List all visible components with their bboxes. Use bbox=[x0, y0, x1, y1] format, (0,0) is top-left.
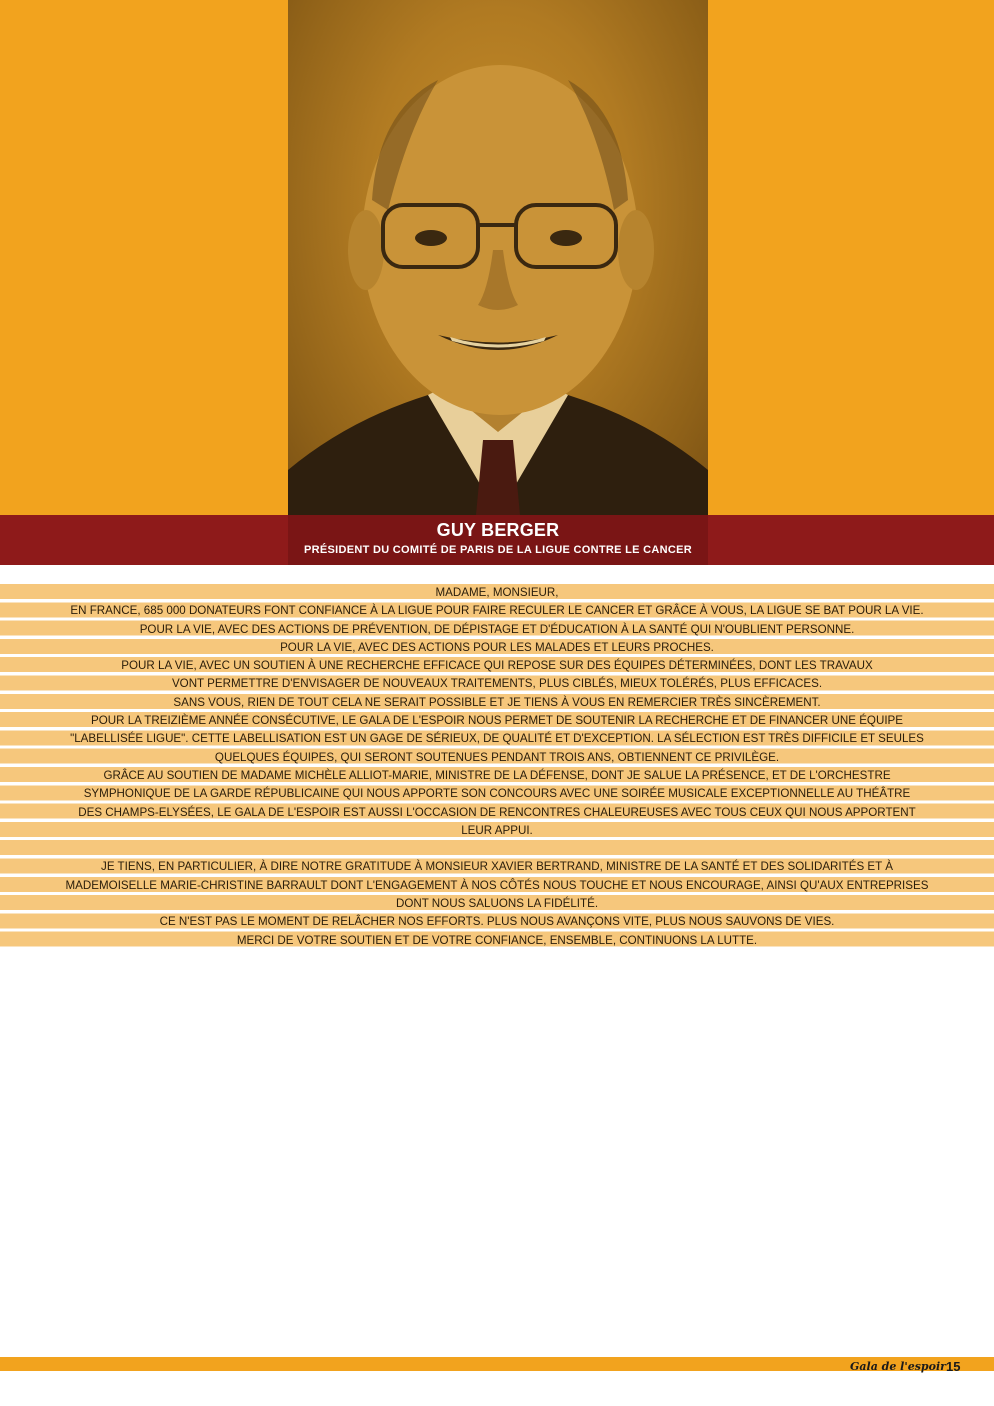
letter-spacer bbox=[0, 840, 994, 858]
letter-line: SYMPHONIQUE DE LA GARDE RÉPUBLICAINE QUI NOUS APPORTE SON CONCOURS AVEC UNE SOIRÉE MUSICALE EXCEPTIONNELLE AU THÉÂTRE bbox=[83, 787, 911, 801]
letter-line: MADEMOISELLE MARIE-CHRISTINE BARRAULT DONT L'ENGAGEMENT À NOS CÔTÉS NOUS TOUCHE ET NOUS ENCOURAGE, AINSI QU'AUX ENTREPRISES bbox=[65, 878, 929, 892]
footer-rule bbox=[0, 1357, 994, 1371]
letter-line: POUR LA VIE, AVEC DES ACTIONS POUR LES MALADES ET LEURS PROCHES. bbox=[280, 640, 714, 654]
person-role: PRÉSIDENT DU COMITÉ DE PARIS DE LA LIGUE CONTRE LE CANCER bbox=[303, 544, 693, 556]
gala-logo: Gala de l'espoir bbox=[850, 1360, 946, 1373]
letter-line: GRÂCE AU SOUTIEN DE MADAME MICHÈLE ALLIOT-MARIE, MINISTRE DE LA DÉFENSE, DONT JE SALUE LA PRÉSENCE, ET DE L'ORCHESTRE bbox=[103, 768, 891, 782]
letter-line: DONT NOUS SALUONS LA FIDÉLITÉ. bbox=[395, 897, 599, 911]
letter-line: "LABELLISÉE LIGUE". CETTE LABELLISATION EST UN GAGE DE SÉRIEUX, DE QUALITÉ ET D'EXCEPTION. LA SÉLECTION EST TRÈS DIFFICILE ET SEULES bbox=[70, 732, 924, 746]
letter-line: CE N'EST PAS LE MOMENT DE RELÂCHER NOS EFFORTS. PLUS NOUS AVANÇONS VITE, PLUS NOUS SAUVONS DE VIES. bbox=[159, 915, 835, 929]
portrait-illustration bbox=[288, 0, 708, 515]
letter-line: JE TIENS, EN PARTICULIER, À DIRE NOTRE GRATITUDE À MONSIEUR XAVIER BERTRAND, MINISTRE DE LA SANTÉ ET DES SOLIDARITÉS ET À bbox=[101, 860, 893, 874]
letter-line: POUR LA VIE, AVEC UN SOUTIEN À UNE RECHERCHE EFFICACE QUI REPOSE SUR DES ÉQUIPES DÉTERMINÉES, DONT LES TRAVAUX bbox=[121, 659, 873, 673]
letter-line: SANS VOUS, RIEN DE TOUT CELA NE SERAIT POSSIBLE ET JE TIENS À VOUS EN REMERCIER TRÈS SINCÈREMENT. bbox=[173, 695, 821, 709]
letter-line: EN FRANCE, 685 000 DONATEURS FONT CONFIANCE À LA LIGUE POUR FAIRE RECULER LE CANCER ET GRÂCE À VOUS, LA LIGUE SE BAT POUR LA VIE. bbox=[70, 604, 924, 618]
page-number: 15 bbox=[946, 1359, 961, 1374]
letter-line: DES CHAMPS-ELYSÉES, LE GALA DE L'ESPOIR EST AUSSI L'OCCASION DE RENCONTRES CHALEUREUSES AVEC TOUS CEUX QUI NOUS APPORTENT bbox=[78, 805, 916, 819]
portrait-photo bbox=[288, 0, 708, 515]
letter-line: LEUR APPUI. bbox=[461, 823, 533, 837]
letter-line: POUR LA TREIZIÈME ANNÉE CONSÉCUTIVE, LE GALA DE L'ESPOIR NOUS PERMET DE SOUTENIR LA RECHERCHE ET DE FINANCER UNE ÉQUIPE bbox=[90, 714, 904, 728]
letter-body bbox=[0, 584, 994, 950]
person-name: GUY BERGER bbox=[436, 520, 560, 540]
letter-line: MERCI DE VOTRE SOUTIEN ET DE VOTRE CONFIANCE, ENSEMBLE, CONTINUONS LA LUTTE. bbox=[236, 933, 758, 947]
letter-line: VONT PERMETTRE D'ENVISAGER DE NOUVEAUX TRAITEMENTS, PLUS CIBLÉS, MIEUX TOLÉRÉS, PLUS EFFICACES. bbox=[171, 677, 823, 691]
letter-line: MADAME, MONSIEUR, bbox=[435, 586, 559, 599]
letter-line: POUR LA VIE, AVEC DES ACTIONS DE PRÉVENTION, DE DÉPISTAGE ET D'ÉDUCATION À LA SANTÉ QUI N'OUBLIENT PERSONNE. bbox=[139, 622, 855, 636]
letter-line: QUELQUES ÉQUIPES, QUI SERONT SOUTENUES PENDANT TROIS ANS, OBTIENNENT CE PRIVILÈGE. bbox=[214, 750, 780, 764]
